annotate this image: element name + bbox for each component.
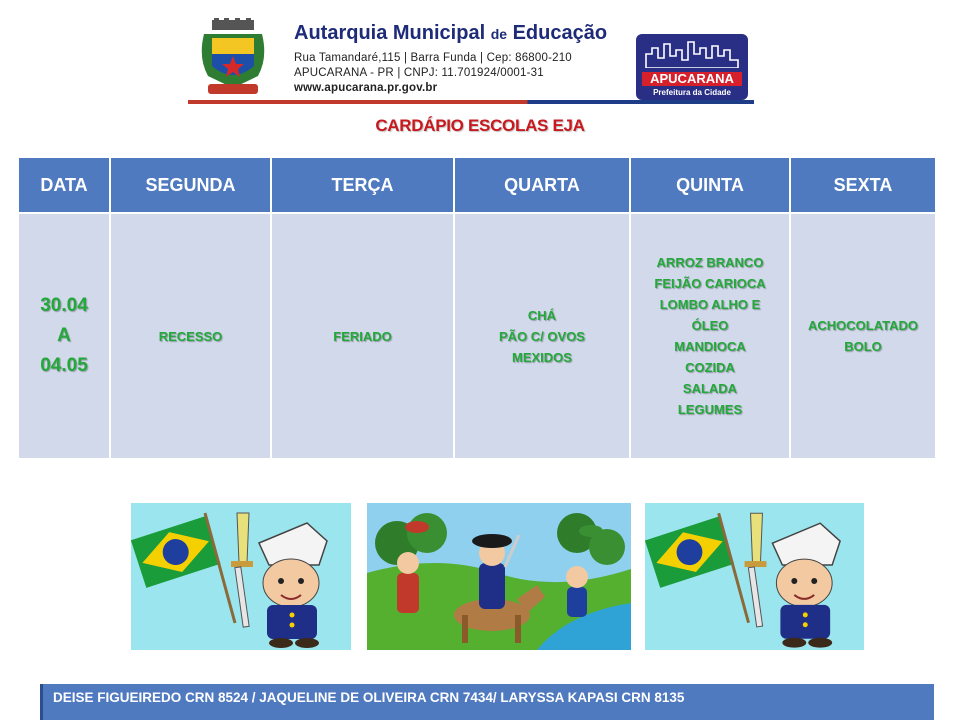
city-logo: [636, 34, 748, 100]
friday-menu-line: ACHOCOLATADO: [807, 318, 918, 333]
illustration-right: [645, 503, 864, 650]
thursday-menu-line: COZIDA: [685, 360, 735, 375]
date-line: 30.04: [40, 295, 88, 316]
column-header-wednesday: QUARTA: [454, 157, 630, 213]
org-website[interactable]: www.apucarana.pr.gov.br: [294, 82, 438, 94]
wednesday-cell: [454, 213, 630, 459]
thursday-menu-line: LOMBO ALHO E: [659, 297, 761, 312]
wednesday-menu-line: PÃO C/ OVOS: [499, 328, 585, 344]
org-title: Autarquia Municipal de Educação: [294, 22, 608, 44]
wednesday-menu-line: MEXIDOS: [512, 349, 572, 365]
page-title: CARDÁPIO ESCOLAS EJA: [375, 116, 585, 135]
column-header-date: DATA: [18, 157, 110, 213]
city-skyline-icon: [644, 40, 740, 68]
independence-scene-icon: [367, 503, 631, 650]
friday-cell: [790, 213, 936, 459]
footer-nutritionists: DEISE FIGUEIREDO CRN 8524 / JAQUELINE DE OLIVEIRA CRN 7434/ LARYSSA KAPASI CRN 8135: [40, 684, 934, 720]
city-crest-icon: [198, 18, 268, 98]
org-address: Rua Tamandaré,115 | Barra Funda | Cep: 86800-210: [294, 52, 572, 64]
tuesday-menu: FERIADO: [333, 328, 392, 344]
illustration-left: [131, 503, 351, 650]
column-header-monday: SEGUNDA: [110, 157, 271, 213]
banner-underline: [188, 100, 754, 104]
thursday-menu-line: ÓLEO: [691, 318, 729, 333]
illustration-center: [367, 503, 631, 650]
thursday-menu-line: MANDIOCA: [674, 339, 746, 354]
city-logo-name: APUCARANA: [642, 72, 742, 86]
org-city-cnpj: APUCARANA - PR | CNPJ: 11.701924/0001-31: [294, 67, 544, 79]
column-header-friday: SEXTA: [790, 157, 936, 213]
city-logo-subtitle: Prefeitura da Cidade: [653, 88, 731, 97]
thursday-menu-line: FEIJÃO CARIOCA: [654, 276, 766, 291]
column-header-thursday: QUINTA: [630, 157, 790, 213]
table-row: [18, 213, 936, 459]
menu-table: [17, 156, 937, 460]
boy-soldier-with-flag-icon: [131, 503, 351, 650]
table-header-row: [18, 157, 936, 213]
date-line: A: [57, 325, 71, 346]
wednesday-menu-line: CHÁ: [527, 307, 557, 323]
monday-cell: [110, 213, 271, 459]
thursday-menu-line: ARROZ BRANCO: [656, 255, 764, 270]
date-line: 04.05: [40, 355, 88, 376]
thursday-cell: [630, 213, 790, 459]
header-banner: [188, 12, 754, 104]
column-header-tuesday: TERÇA: [271, 157, 454, 213]
tuesday-cell: [271, 213, 454, 459]
thursday-menu-line: SALADA: [682, 381, 738, 396]
boy-soldier-with-flag-icon: [645, 503, 864, 650]
monday-menu: RECESSO: [158, 328, 223, 344]
thursday-menu-line: LEGUMES: [677, 402, 743, 417]
date-cell: [18, 213, 110, 459]
friday-menu-line: BOLO: [844, 339, 882, 354]
